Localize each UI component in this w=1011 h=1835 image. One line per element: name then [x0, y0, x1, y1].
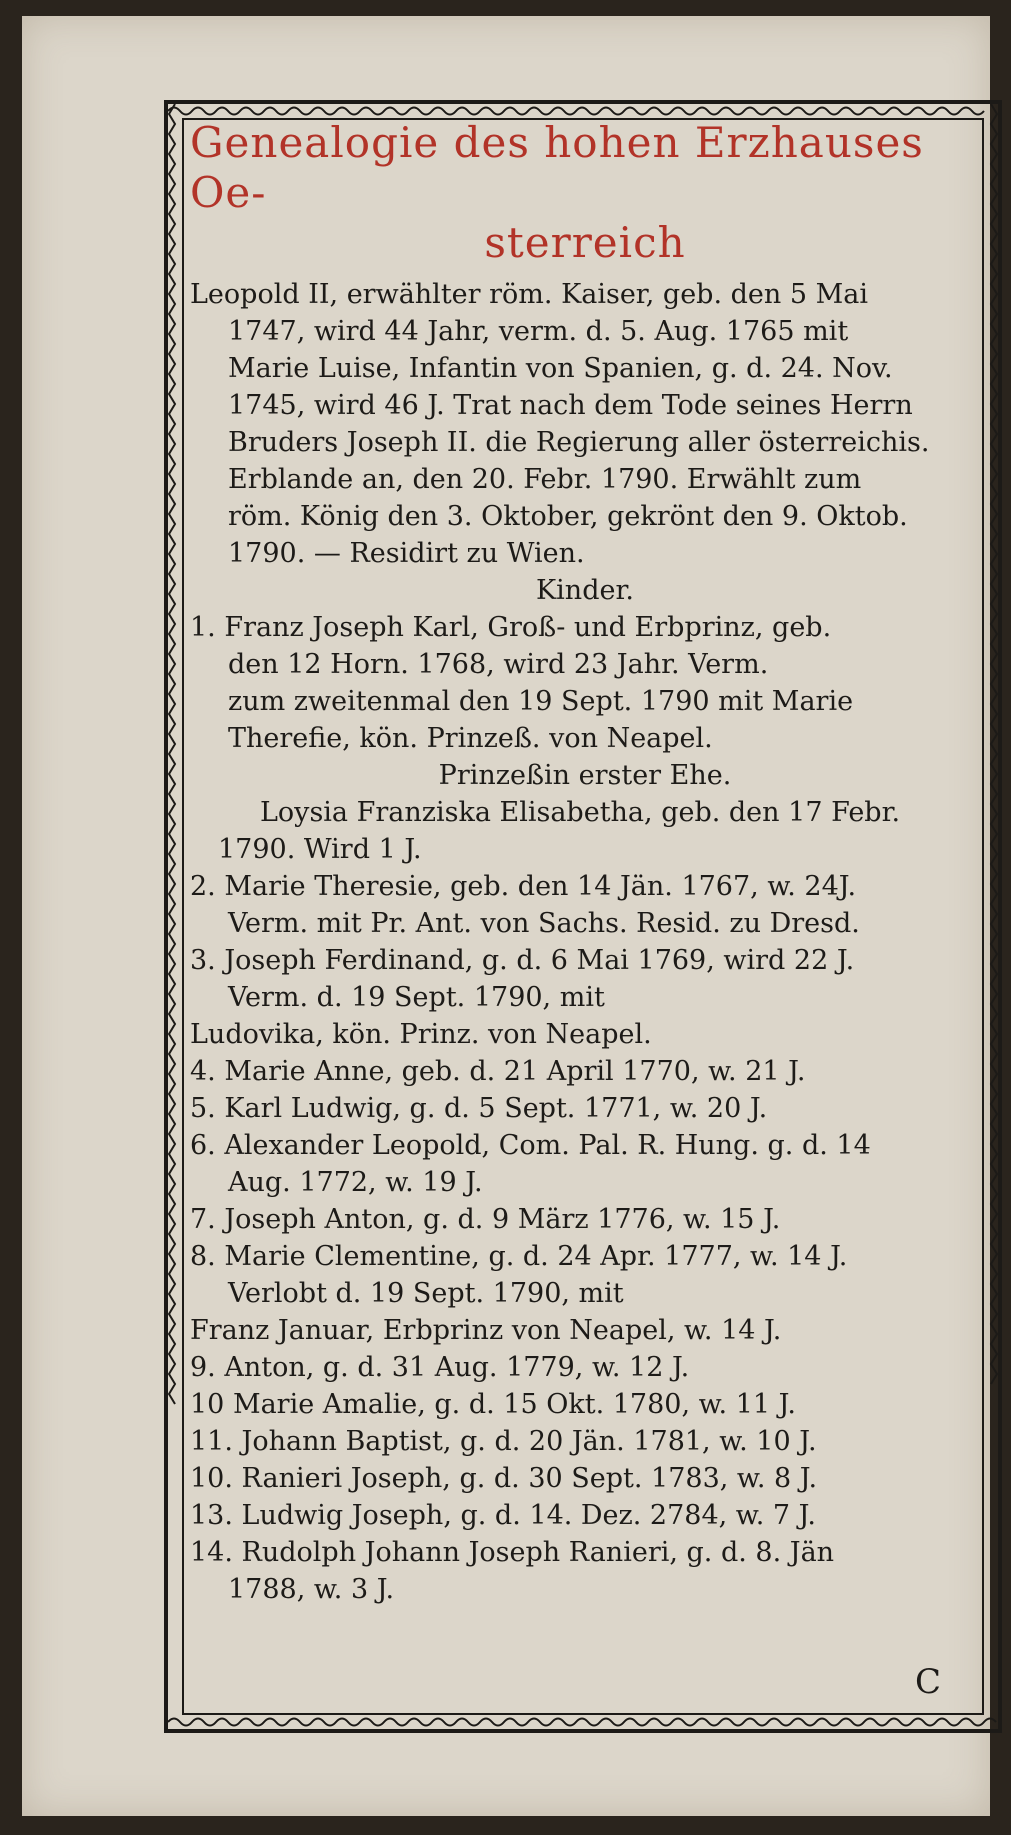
children-heading: Kinder. — [536, 575, 634, 606]
list-item — [190, 868, 980, 942]
entry-line: 13. Ludwig Joseph, g. d. 14. Dez. 2784, w. 7 J. — [190, 1500, 816, 1531]
entry-line: Aug. 1772, w. 19 J. — [228, 1167, 483, 1198]
entry-line: Verlobt d. 19 Sept. 1790, mit — [228, 1278, 624, 1309]
entry-line: 10. Ranieri Joseph, g. d. 30 Sept. 1783, w. 8 J. — [190, 1463, 818, 1494]
intro-line: Erblande an, den 20. Febr. 1790. Erwählt zum — [228, 464, 862, 495]
entry-line: 10 Marie Amalie, g. d. 15 Okt. 1780, w. 11 J. — [190, 1389, 796, 1420]
list-item — [190, 609, 980, 757]
entry-line: zum zweitenmal den 19 Sept. 1790 mit Marie — [228, 686, 854, 717]
intro-line: 1745, wird 46 J. Trat nach dem Tode seines Herrn — [228, 390, 913, 421]
list-item — [190, 1127, 980, 1201]
intro-line: Marie Luise, Infantin von Spanien, g. d. 24. Nov. — [228, 353, 893, 384]
list-item — [190, 1534, 980, 1608]
intro-line: Leopold II, erwählter röm. Kaiser, geb. den 5 Mai — [190, 279, 868, 310]
list-item — [190, 1016, 980, 1053]
intro-line: Bruders Joseph II. die Regierung aller österreichis. — [228, 427, 930, 458]
entry-line: 1. Franz Joseph Karl, Groß- und Erbprinz, geb. — [190, 612, 832, 643]
intro-line: 1747, wird 44 Jahr, verm. d. 5. Aug. 1765 mit — [228, 316, 849, 347]
list-item — [190, 1053, 980, 1090]
intro-line: 1790. — Residirt zu Wien. — [228, 538, 585, 569]
entry-line: Loysia Franziska Elisabetha, geb. den 17 Febr. — [260, 797, 901, 828]
entry-line: Ludovika, kön. Prinz. von Neapel. — [190, 1019, 652, 1050]
page-title — [190, 118, 980, 268]
list-item — [190, 1090, 980, 1127]
entry-line: 11. Johann Baptist, g. d. 20 Jän. 1781, w. 10 J. — [190, 1426, 817, 1457]
entry-line: 14. Rudolph Johann Joseph Ranieri, g. d. 8. Jän — [190, 1537, 835, 1568]
list-item — [190, 1312, 980, 1349]
border-ornament-right — [984, 104, 998, 1729]
list-item — [190, 1201, 980, 1238]
list-item — [190, 794, 980, 868]
entry-line: 3. Joseph Ferdinand, g. d. 6 Mai 1769, wird 22 J. — [190, 945, 855, 976]
intro-line: röm. König den 3. Oktober, gekrönt den 9. Oktob. — [228, 501, 908, 532]
list-item — [190, 1238, 980, 1312]
signature-mark: C — [915, 1662, 942, 1702]
subheading: Prinzeßin erster Ehe. — [438, 760, 732, 791]
list-item — [190, 1497, 980, 1534]
entry-line: Verm. d. 19 Sept. 1790, mit — [228, 982, 605, 1013]
title-line-2: sterreich — [484, 218, 686, 267]
list-item — [190, 1423, 980, 1460]
list-item — [190, 1386, 980, 1423]
border-ornament-left — [168, 104, 182, 1729]
entry-line: 4. Marie Anne, geb. d. 21 April 1770, w. 21 J. — [190, 1056, 806, 1087]
border-ornament-bottom — [168, 1715, 998, 1729]
entry-line: Franz Januar, Erbprinz von Neapel, w. 14 J. — [190, 1315, 782, 1346]
entry-line: 1788, w. 3 J. — [228, 1574, 395, 1605]
intro-paragraph — [190, 276, 980, 572]
entry-line: den 12 Horn. 1768, wird 23 Jahr. Verm. — [228, 649, 769, 680]
entry-line: 5. Karl Ludwig, g. d. 5 Sept. 1771, w. 20 J. — [190, 1093, 768, 1124]
entry-line: 6. Alexander Leopold, Com. Pal. R. Hung. g. d. 14 — [190, 1130, 871, 1161]
list-item — [190, 1349, 980, 1386]
entry-line: 8. Marie Clementine, g. d. 24 Apr. 1777, w. 14 J. — [190, 1241, 848, 1272]
list-item — [190, 1460, 980, 1497]
list-item — [190, 942, 980, 1016]
entry-line: Therefie, kön. Prinzeß. von Neapel. — [228, 723, 713, 754]
genealogy-text — [190, 118, 980, 1608]
entry-line: 1790. Wird 1 J. — [218, 834, 422, 865]
entry-line: Verm. mit Pr. Ant. von Sachs. Resid. zu Dresd. — [228, 908, 860, 939]
children-list — [190, 609, 980, 1608]
entry-line: 2. Marie Theresie, geb. den 14 Jän. 1767, w. 24J. — [190, 871, 857, 902]
title-line-1: Genealogie des hohen Erzhauses Oe- — [190, 118, 924, 217]
entry-line: 7. Joseph Anton, g. d. 9 März 1776, w. 15 J. — [190, 1204, 781, 1235]
entry-line: 9. Anton, g. d. 31 Aug. 1779, w. 12 J. — [190, 1352, 690, 1383]
border-ornament-top — [168, 104, 998, 118]
